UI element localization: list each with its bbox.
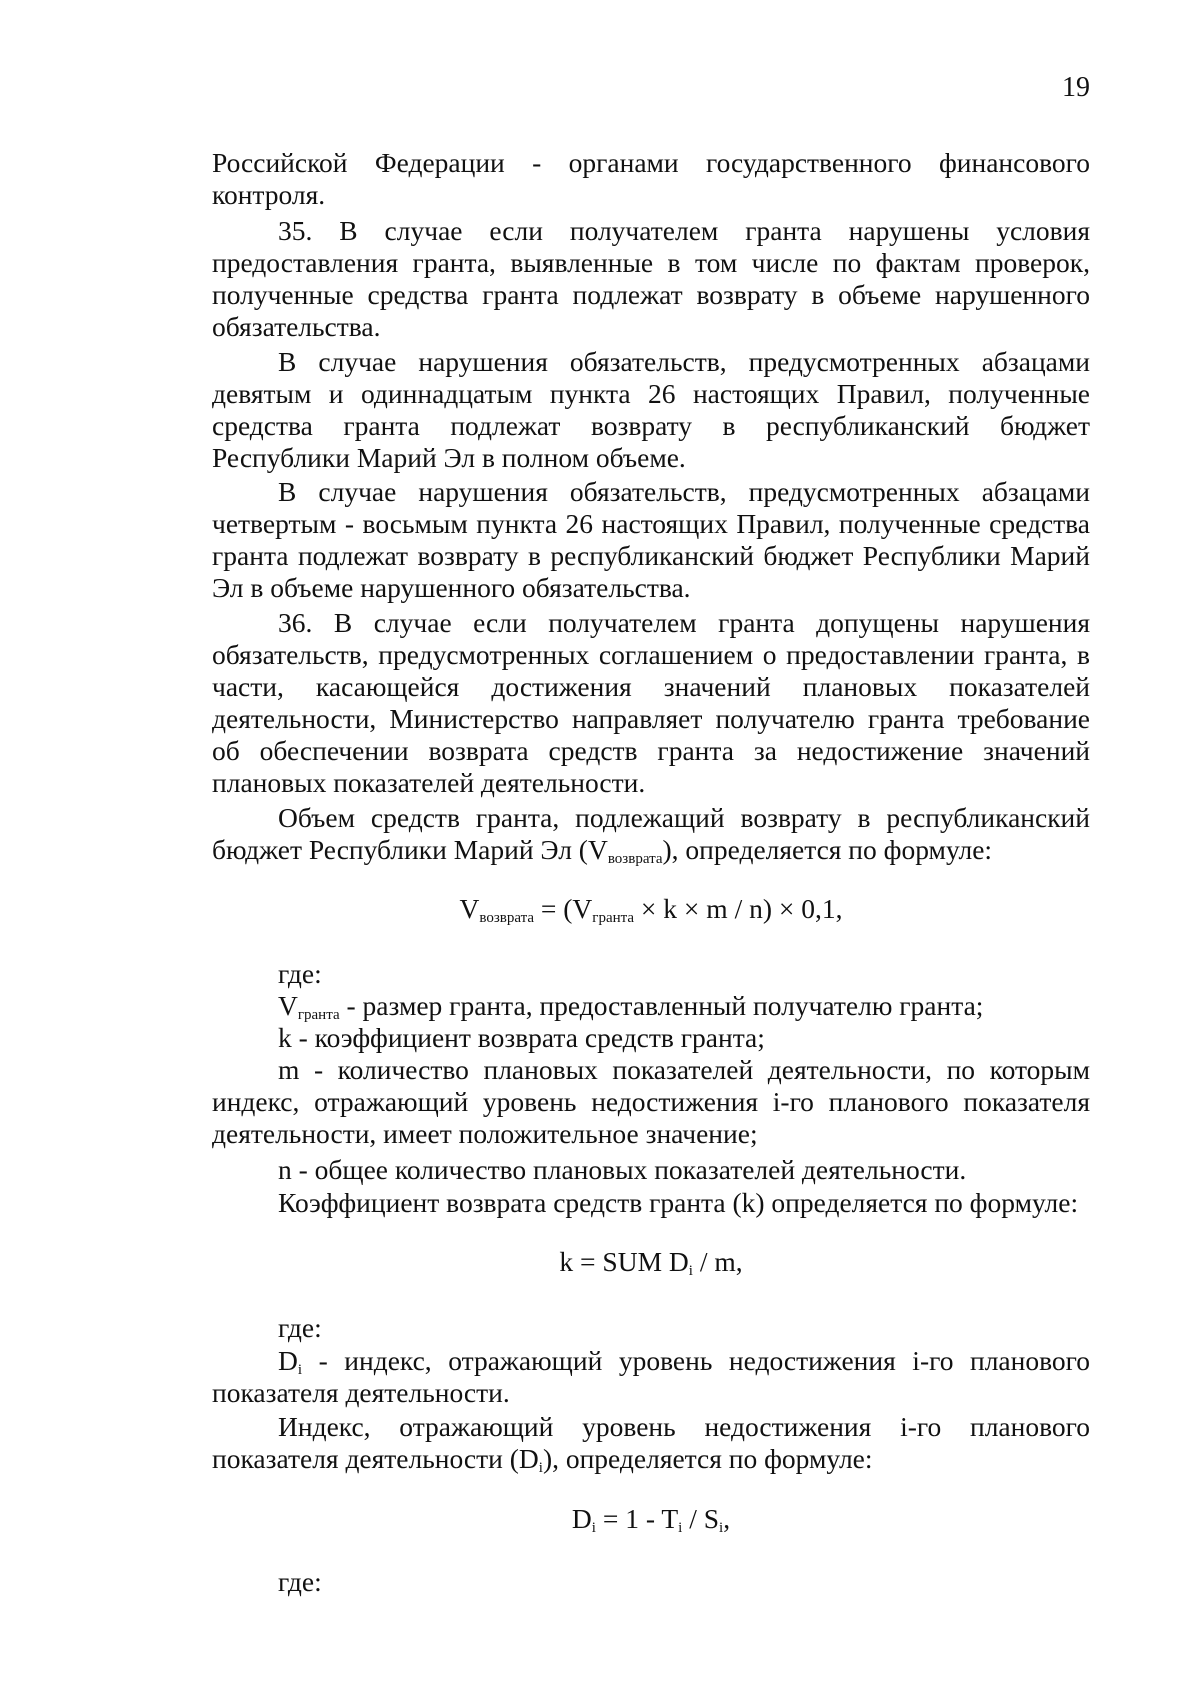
formula1-sub-grant: гранта [592, 910, 635, 926]
def-d-text: - индекс, отражающий уровень недостижения i-го планового показателя деятельности. [212, 1345, 1090, 1408]
page-number: 19 [1062, 72, 1090, 103]
def-v-subscript: гранта [297, 1007, 340, 1023]
formula3-sub-3: i [719, 1520, 724, 1536]
definition-v-grant [212, 990, 1090, 1022]
formula-index [212, 1503, 1090, 1535]
paragraph-35: 35. В случае если получателем гранта нарушены условия предоставления гранта, выявленные в том числе по фактам проверок, полученные средства гранта подлежат возврату в объеме нарушенного обязательства. [212, 215, 1090, 342]
formula3-text-b: = 1 - T [595, 1503, 679, 1534]
def-d-symbol: D [278, 1345, 298, 1376]
definition-m: m - количество плановых показателей деятельности, по которым индекс, отражающий уровень недостижения i-го планового показателя деятельности, имеет положительное значение; [212, 1054, 1090, 1149]
formula2-sub-i: i [688, 1263, 693, 1279]
where-label-2: где: [278, 1312, 322, 1343]
formula1-v: V [459, 893, 480, 924]
paragraph-36: 36. В случае если получателем гранта допущены нарушения обязательств, предусмотренных соглашением о предоставлении гранта, в части, касающейся достижения значений плановых показателей деятельности, Министерство направляет получателю гранта требование об обеспечении возврата средств гранта за недостижение значений плановых показателей деятельности. [212, 607, 1090, 798]
volume-text-a: Объем средств гранта, подлежащий возврату в республиканский бюджет Республики Марий Эл (V [212, 802, 1090, 865]
definition-n: n - общее количество плановых показателей деятельности. [278, 1154, 967, 1185]
formula-coefficient [212, 1246, 1090, 1278]
formula3-text-a: D [571, 1503, 592, 1534]
index-text-b: ), определяется по формуле: [542, 1443, 873, 1474]
formula3-sub-1: i [591, 1520, 596, 1536]
formula3-text-c: / S [682, 1503, 720, 1534]
formula1-text-1: = (V [534, 893, 593, 924]
paragraph-continuation: Российской Федерации - органами государственного финансового контроля. [212, 147, 1090, 210]
index-text-a: Индекс, отражающий уровень недостижения i-го планового показателя деятельности (D [212, 1411, 1090, 1474]
paragraph-35-third: В случае нарушения обязательств, предусмотренных абзацами четвертым - восьмым пункта 26 настоящих Правил, полученные средства гранта подлежат возврату в республиканский бюджет Республики Марий Эл в объеме нарушенного обязательства. [212, 476, 1090, 603]
where-label-1: где: [278, 958, 322, 989]
index-subscript: i [538, 1460, 543, 1476]
formula2-text-b: / m, [692, 1246, 743, 1277]
paragraph-volume [212, 802, 1090, 866]
formula1-text-2: × k × m / n) × 0,1, [634, 893, 843, 924]
formula1-sub-return: возврата [479, 910, 535, 926]
paragraph-35-second: В случае нарушения обязательств, предусмотренных абзацами девятым и одиннадцатым пункта 26 настоящих Правил, полученные средства гранта подлежат возврату в республиканский бюджет Республики Марий Эл в полном объеме. [212, 346, 1090, 473]
def-d-subscript: i [297, 1362, 303, 1378]
volume-subscript: возврата [607, 851, 663, 867]
definition-d [212, 1345, 1090, 1409]
volume-text-b: ), определяется по формуле: [662, 834, 993, 865]
where-label-3: где: [278, 1566, 322, 1597]
formula3-sub-2: i [678, 1520, 683, 1536]
formula2-text-a: k = SUM D [559, 1246, 689, 1277]
paragraph-index [212, 1411, 1090, 1475]
paragraph-coefficient: Коэффициент возврата средств гранта (k) определяется по формуле: [278, 1187, 1079, 1218]
def-v-symbol: V [278, 990, 298, 1021]
definition-k: k - коэффициент возврата средств гранта; [278, 1022, 765, 1053]
def-v-text: - размер гранта, предоставленный получателю гранта; [339, 990, 984, 1021]
formula-return-volume [212, 893, 1090, 925]
formula3-text-d: , [723, 1503, 731, 1534]
